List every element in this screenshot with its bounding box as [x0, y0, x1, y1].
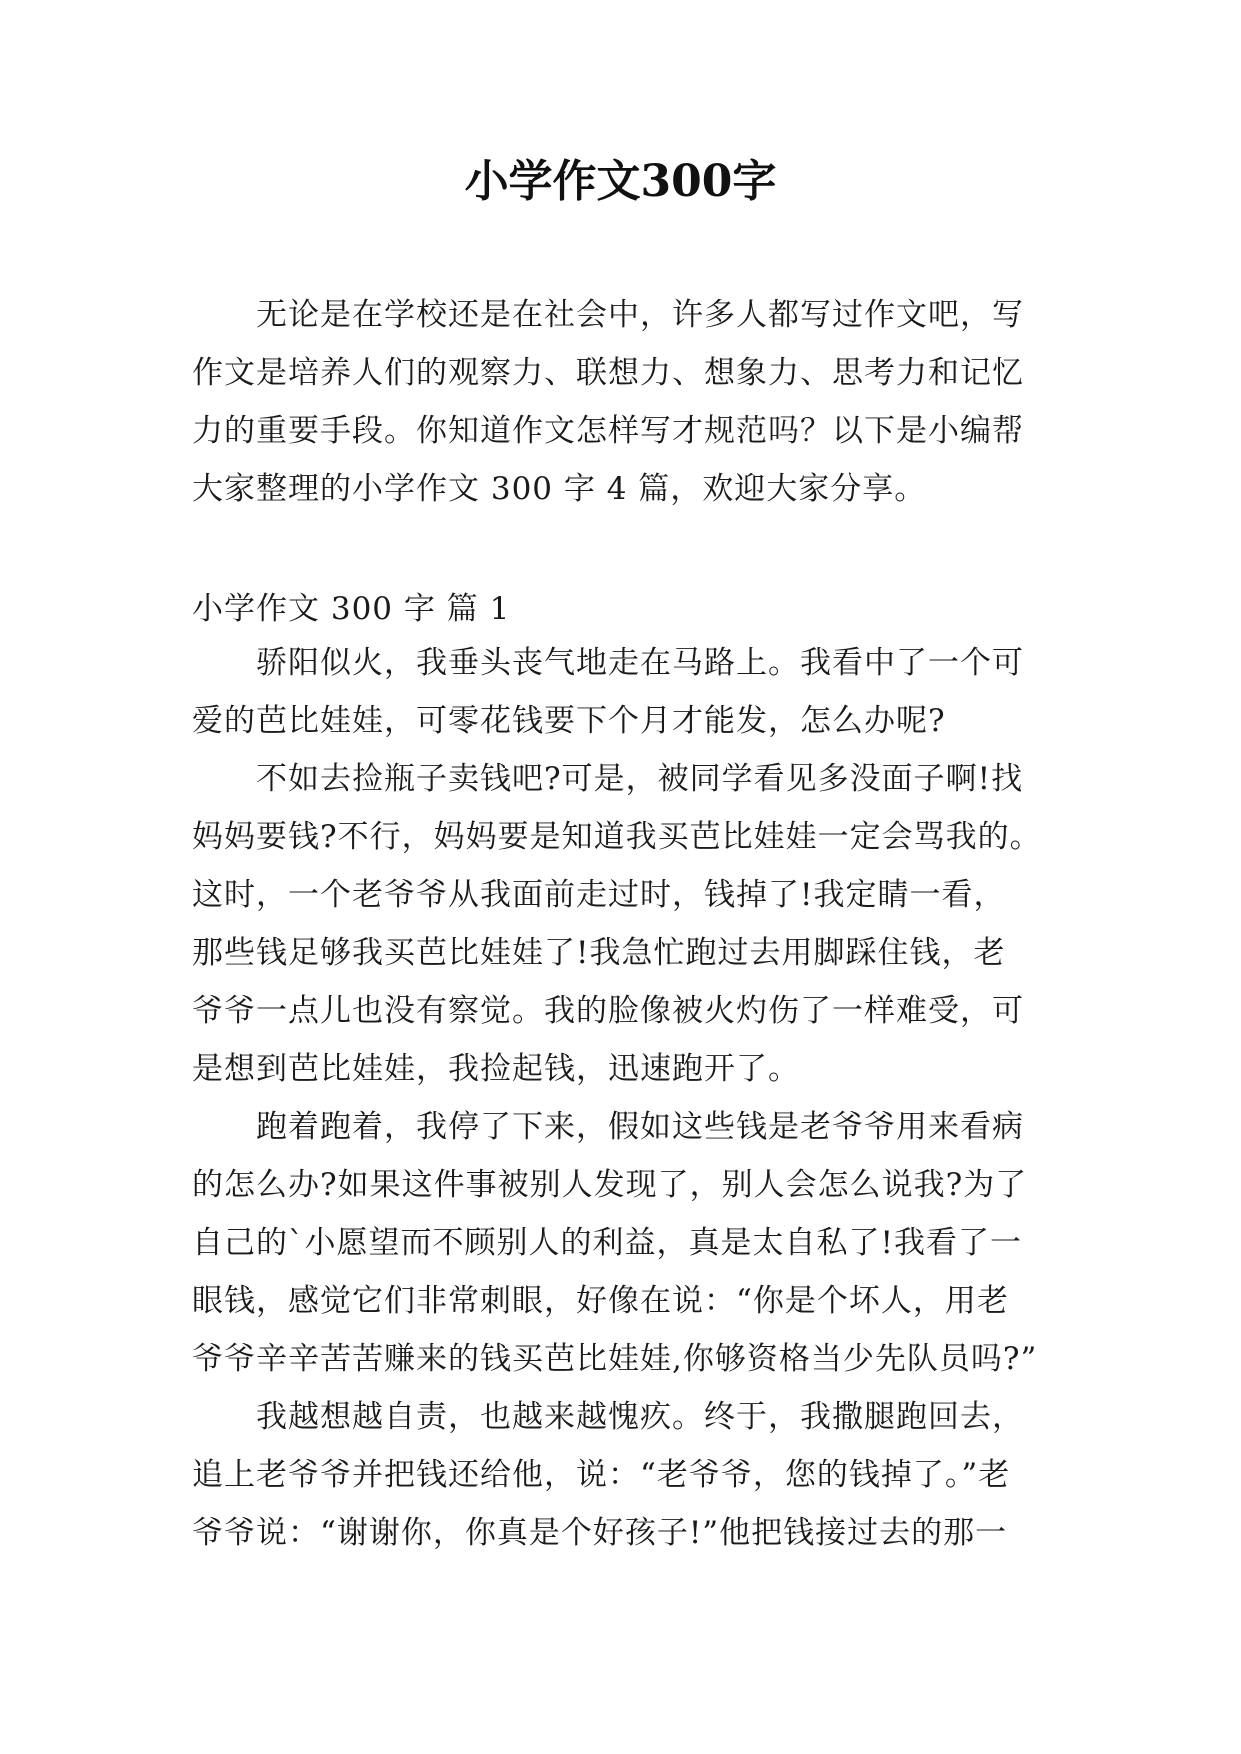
essay-line: 爱的芭比娃娃，可零花钱要下个月才能发，怎么办呢? [192, 703, 946, 739]
essay-line: 骄阳似火，我垂头丧气地走在马路上。我看中了一个可 [256, 645, 1024, 681]
intro-line: 力的重要手段。你知道作文怎样写才规范吗？以下是小编帮 [192, 413, 1024, 449]
document-title: 小学作文300字 [464, 156, 777, 207]
essay-line: 自己的`小愿望而不顾别人的利益，真是太自私了!我看了一 [192, 1225, 1022, 1261]
essay-line: 这时，一个老爷爷从我面前走过时，钱掉了!我定睛一看， [192, 877, 1006, 913]
essay-line: 的怎么办?如果这件事被别人发现了，别人会怎么说我?为了 [192, 1167, 1028, 1203]
essay-line: 爷爷一点儿也没有察觉。我的脸像被火灼伤了一样难受，可 [192, 993, 1024, 1029]
intro-line: 大家整理的小学作文 300 字 4 篇，欢迎大家分享。 [192, 471, 927, 507]
intro-line: 作文是培养人们的观察力、联想力、想象力、思考力和记忆 [192, 355, 1024, 391]
essay-line: 跑着跑着，我停了下来，假如这些钱是老爷爷用来看病 [256, 1109, 1024, 1145]
intro-paragraph [192, 286, 1062, 518]
essay-line: 不如去捡瓶子卖钱吧?可是，被同学看见多没面子啊!找 [256, 761, 1024, 797]
essay-line: 爷爷辛辛苦苦赚来的钱买芭比娃娃,你够资格当少先队员吗?” [192, 1341, 1038, 1377]
essay-line: 妈妈要钱?不行，妈妈要是知道我买芭比娃娃一定会骂我的。 [192, 819, 1042, 855]
essay-line: 追上老爷爷并把钱还给他，说：“老爷爷，您的钱掉了。”老 [192, 1457, 1011, 1493]
essay-line: 我越想越自责，也越来越愧疚。终于，我撒腿跑回去， [256, 1399, 1024, 1435]
essay-line: 眼钱，感觉它们非常刺眼，好像在说：“你是个坏人，用老 [192, 1283, 1009, 1319]
essay-line: 是想到芭比娃娃，我捡起钱，迅速跑开了。 [192, 1051, 800, 1087]
essay-line: 那些钱足够我买芭比娃娃了!我急忙跑过去用脚踩住钱，老 [192, 935, 1006, 971]
essay-line: 爷爷说：“谢谢你，你真是个好孩子!”他把钱接过去的那一 [192, 1515, 1008, 1551]
essay-body [192, 634, 1062, 1562]
section-heading: 小学作文 300 字 篇 1 [192, 591, 511, 627]
intro-line: 无论是在学校还是在社会中，许多人都写过作文吧，写 [256, 297, 1024, 333]
